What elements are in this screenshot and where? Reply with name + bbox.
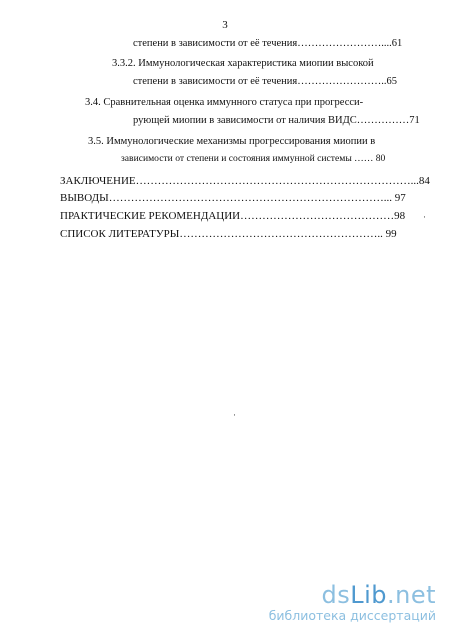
watermark-logo: dsLib.net <box>321 581 436 609</box>
toc-entry-3-5: 3.5. Иммунологические механизмы прогрессирования миопии в <box>88 136 376 147</box>
toc-entry-3-5-cont: зависимости от степени и состояния иммунной системы …… 80 <box>121 153 386 164</box>
page-number: 3 <box>222 19 228 31</box>
toc-entry-references: СПИСОК ЛИТЕРАТУРЫ……………………………………………….. 99 <box>60 228 397 240</box>
toc-entry-conclusion: ЗАКЛЮЧЕНИЕ…………………………………………………………………...84 <box>60 175 430 187</box>
watermark <box>269 583 436 623</box>
watermark-subtitle: библиотека диссертаций <box>268 608 436 623</box>
toc-entry-3-4: 3.4. Сравнительная оценка иммунного статуса при прогресси- <box>85 97 364 108</box>
toc-entry-findings: ВЫВОДЫ…………………………………………………………………... 97 <box>60 192 406 204</box>
stray-mark: · <box>423 212 426 222</box>
stray-mark: · <box>233 410 236 420</box>
toc-entry-3-3-2: 3.3.2. Иммунологическая характеристика миопии высокой <box>112 58 374 69</box>
toc-entry-3-4-cont: рующей миопии в зависимости от наличия ВИДС……………71 <box>133 115 420 126</box>
toc-entry-3-3-1-cont: степени в зависимости от её течения……………………....61 <box>133 38 403 49</box>
toc-entry-3-3-2-cont: степени в зависимости от её течения……………………..65 <box>133 76 397 87</box>
toc-entry-recommendations: ПРАКТИЧЕСКИЕ РЕКОМЕНДАЦИИ……………………………………98 <box>60 210 406 222</box>
